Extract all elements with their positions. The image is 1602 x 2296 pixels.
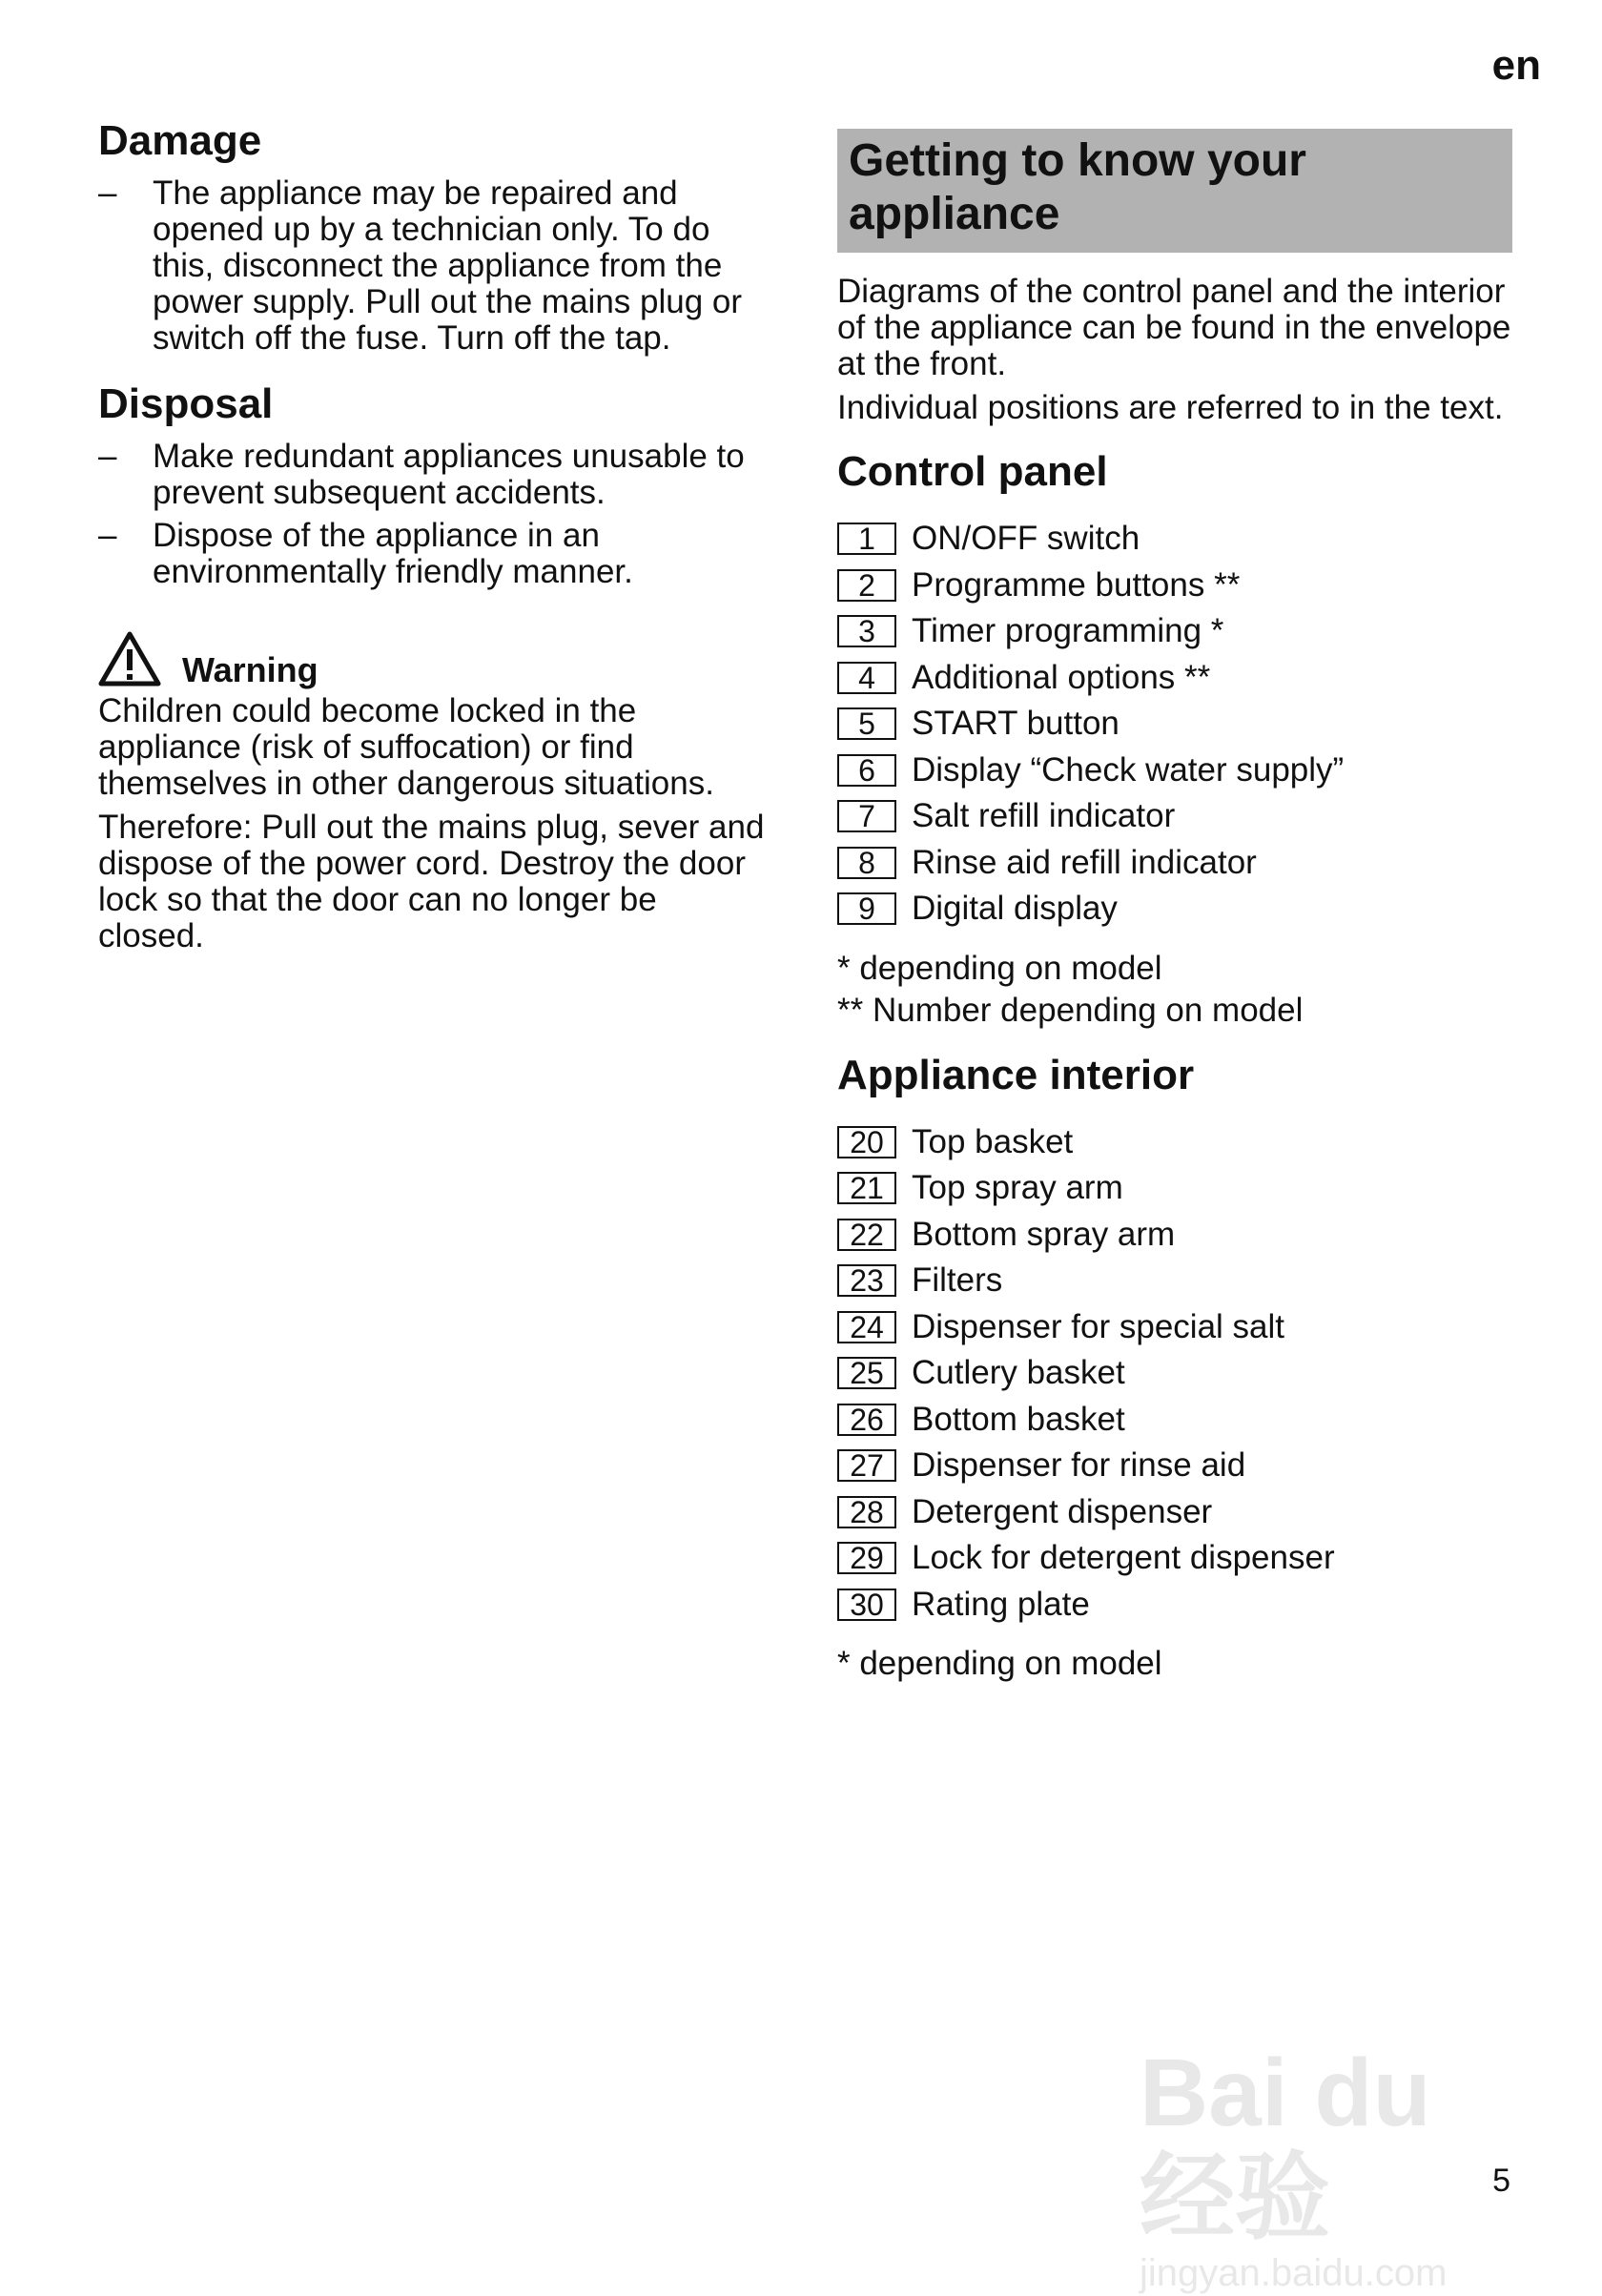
position-number: 6 — [837, 754, 896, 787]
item-label: Dispenser for special salt — [912, 1307, 1284, 1345]
position-number: 23 — [837, 1264, 896, 1297]
item-label: Timer programming * — [912, 612, 1224, 650]
item-label: Bottom basket — [912, 1400, 1125, 1438]
footnote: ** Number depending on model — [837, 991, 1304, 1029]
item-label: Dispenser for rinse aid — [912, 1446, 1246, 1485]
intro-paragraph: Individual positions are referred to in the text. — [837, 389, 1504, 426]
position-number: 24 — [837, 1311, 896, 1343]
item-label: Top spray arm — [912, 1169, 1123, 1207]
item-label: Rating plate — [912, 1585, 1090, 1623]
position-number: 20 — [837, 1126, 896, 1158]
position-number: 8 — [837, 847, 896, 879]
list-item — [837, 1350, 1512, 1397]
list-item — [837, 1258, 1512, 1304]
list-item — [837, 1443, 1512, 1489]
control-panel-list — [837, 516, 1512, 933]
list-item — [837, 840, 1512, 887]
item-label: Lock for detergent dispenser — [912, 1539, 1335, 1577]
warning-paragraph: Therefore: Pull out the mains plug, sever and dispose of the power cord. Destroy the door lock so that the door can no longer be closed. — [98, 809, 765, 954]
list-item — [98, 518, 766, 590]
list-item — [837, 1582, 1512, 1629]
list-item — [837, 748, 1512, 794]
item-label: Programme buttons ** — [912, 565, 1241, 604]
list-item — [98, 439, 766, 511]
dash-bullet: – — [98, 174, 117, 212]
list-item-text: The appliance may be repaired and opened up by a technician only. To do this, disconnect the appliance from the power supply. Pull out the mains plug or switch off the fuse. Turn off the tap. — [153, 174, 743, 357]
watermark-logo — [1140, 2040, 1521, 2294]
list-item — [837, 886, 1512, 933]
item-label: ON/OFF switch — [912, 520, 1140, 558]
item-label: START button — [912, 705, 1119, 743]
footnote: * depending on model — [837, 1645, 1162, 1682]
item-label: Filters — [912, 1261, 1003, 1300]
position-number: 7 — [837, 800, 896, 832]
position-number: 3 — [837, 615, 896, 647]
section-banner — [837, 129, 1512, 253]
item-label: Bottom spray arm — [912, 1215, 1176, 1253]
warning-section — [98, 630, 766, 954]
item-label: Top basket — [912, 1122, 1074, 1160]
damage-section — [98, 114, 766, 357]
list-item — [837, 516, 1512, 563]
list-item — [837, 1212, 1512, 1259]
warning-triangle-icon — [98, 630, 161, 687]
disposal-section — [98, 378, 766, 590]
intro-paragraph: Diagrams of the control panel and the interior of the appliance can be found in the envelope at the front. — [837, 273, 1511, 382]
disposal-list — [98, 439, 766, 590]
dash-bullet: – — [98, 438, 117, 475]
item-label: Digital display — [912, 890, 1118, 928]
item-label: Salt refill indicator — [912, 797, 1176, 835]
list-item — [837, 1119, 1512, 1166]
position-number: 4 — [837, 662, 896, 694]
position-number: 5 — [837, 707, 896, 740]
position-number: 27 — [837, 1449, 896, 1482]
list-item — [837, 793, 1512, 840]
warning-header — [98, 630, 766, 687]
position-number: 29 — [837, 1542, 896, 1574]
banner-title: Getting to know your appliance — [849, 135, 1306, 239]
damage-list — [98, 175, 766, 357]
page-number: 5 — [1492, 2163, 1510, 2199]
position-number: 28 — [837, 1496, 896, 1528]
watermark-url-text: jingyan.baidu.com — [1140, 2252, 1448, 2294]
list-item-text: Make redundant appliances unusable to prevent subsequent accidents. — [153, 438, 745, 511]
list-item — [837, 701, 1512, 748]
dash-bullet: – — [98, 517, 117, 554]
item-label: Cutlery basket — [912, 1354, 1125, 1392]
item-label: Display “Check water supply” — [912, 750, 1345, 789]
list-item — [837, 1304, 1512, 1351]
control-panel-heading: Control panel — [837, 448, 1108, 495]
position-number: 1 — [837, 523, 896, 555]
right-column — [837, 129, 1512, 1685]
appliance-interior-list — [837, 1119, 1512, 1629]
position-number: 25 — [837, 1357, 896, 1389]
appliance-interior-heading: Appliance interior — [837, 1051, 1195, 1098]
list-item — [837, 1535, 1512, 1582]
list-item — [98, 175, 766, 357]
left-column — [98, 114, 766, 962]
list-item — [837, 1165, 1512, 1212]
list-item — [837, 563, 1512, 609]
disposal-heading: Disposal — [98, 380, 274, 427]
language-tag: en — [1491, 42, 1541, 89]
position-number: 26 — [837, 1404, 896, 1436]
position-number: 9 — [837, 892, 896, 925]
position-number: 21 — [837, 1172, 896, 1204]
list-item — [837, 1489, 1512, 1536]
list-item — [837, 1397, 1512, 1444]
item-label: Detergent dispenser — [912, 1492, 1213, 1530]
footnote: * depending on model — [837, 949, 1162, 987]
watermark-main-text: Bai du 经验 — [1140, 2040, 1431, 2251]
position-number: 2 — [837, 569, 896, 602]
list-item-text: Dispose of the appliance in an environmentally friendly manner. — [153, 517, 633, 590]
position-number: 22 — [837, 1219, 896, 1251]
list-item — [837, 608, 1512, 655]
item-label: Rinse aid refill indicator — [912, 843, 1257, 881]
warning-paragraph: Children could become locked in the appliance (risk of suffocation) or find themselves in other dangerous situations. — [98, 692, 714, 802]
damage-heading: Damage — [98, 117, 262, 164]
warning-title: Warning — [182, 650, 318, 689]
list-item — [837, 655, 1512, 702]
item-label: Additional options ** — [912, 658, 1211, 696]
position-number: 30 — [837, 1589, 896, 1621]
